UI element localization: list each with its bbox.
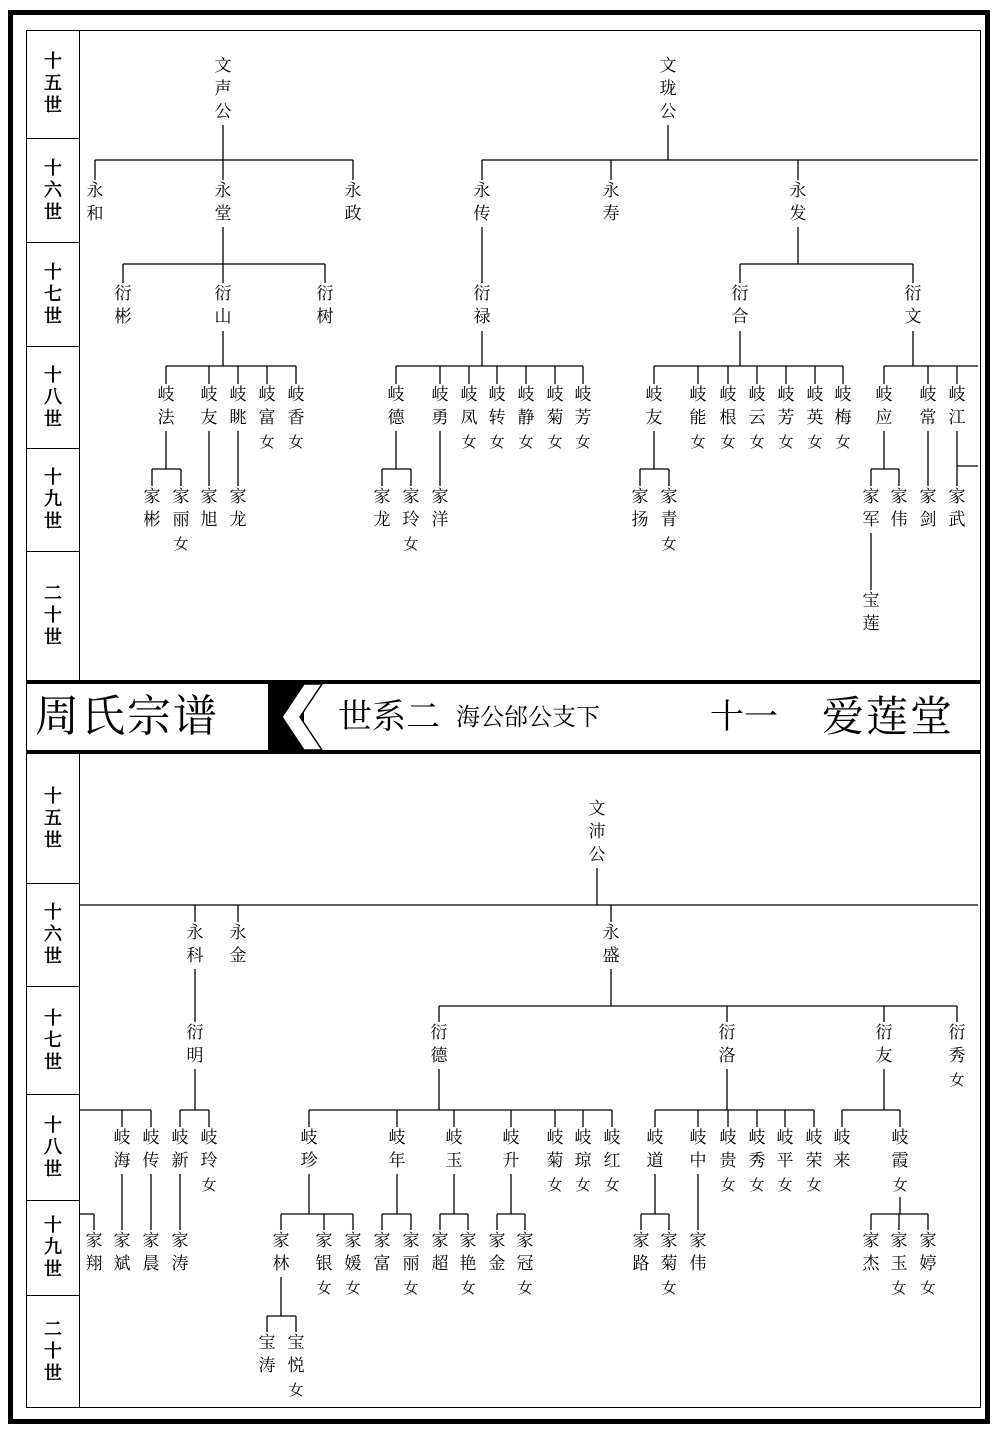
person-qxi: 岐 新 <box>171 1128 189 1171</box>
person-yc: 永 传 <box>473 181 491 224</box>
person-yxiu: 衍 秀 女 <box>948 1023 966 1089</box>
female-marker: 女 <box>201 1176 217 1194</box>
book-title: 周氏宗谱 <box>35 691 219 742</box>
person-jlo: 家 龙 <box>229 487 247 530</box>
person-qz: 岐 转 女 <box>488 385 506 451</box>
person-jl1: 家 丽 女 <box>172 487 190 553</box>
person-qx: 岐 香 女 <box>287 385 305 451</box>
person-yt: 永 堂 <box>214 181 232 224</box>
person-jfu: 家 富 <box>373 1231 391 1274</box>
person-qdao: 岐 道 <box>646 1128 664 1171</box>
female-marker: 女 <box>720 433 736 451</box>
person-jgu: 家 冠 女 <box>516 1231 534 1297</box>
person-wlg: 文 珑 公 <box>659 56 677 122</box>
generation-label-top: 十 七 世 <box>26 243 80 347</box>
female-marker: 女 <box>461 433 477 451</box>
person-qh: 岐 海 <box>113 1128 131 1171</box>
female-marker: 女 <box>749 433 765 451</box>
female-marker: 女 <box>604 1176 620 1194</box>
person-qro: 岐 荣 女 <box>805 1128 823 1194</box>
person-bl: 宝 莲 <box>862 591 880 634</box>
person-qfa2: 岐 芳 女 <box>777 385 795 451</box>
person-ylu: 衍 洛 <box>718 1023 736 1066</box>
person-jju: 家 菊 女 <box>660 1231 678 1297</box>
person-wpg: 文 沛 公 <box>588 799 606 865</box>
person-yz: 永 政 <box>344 181 362 224</box>
person-qc: 岐 常 <box>919 385 937 428</box>
female-marker: 女 <box>920 1279 936 1297</box>
female-marker: 女 <box>749 1176 765 1194</box>
person-qd: 岐 德 <box>387 385 405 428</box>
female-marker: 女 <box>891 1279 907 1297</box>
female-marker: 女 <box>806 1176 822 1194</box>
generation-label-bottom: 十 六 世 <box>26 884 80 987</box>
person-qjo: 岐 琼 女 <box>574 1128 592 1194</box>
female-marker: 女 <box>460 1279 476 1297</box>
person-qyu2: 岐 玉 <box>445 1128 463 1171</box>
person-qni: 岐 年 <box>388 1128 406 1171</box>
person-ym: 衍 明 <box>186 1023 204 1066</box>
person-ysho: 永 寿 <box>602 181 620 224</box>
female-marker: 女 <box>403 535 419 553</box>
generation-label-bottom: 十 九 世 <box>26 1201 80 1296</box>
person-jyu: 家 媛 女 <box>344 1231 362 1297</box>
person-jcha: 家 超 <box>431 1231 449 1274</box>
female-marker: 女 <box>316 1279 332 1297</box>
person-yl: 衍 禄 <box>473 284 491 327</box>
female-marker: 女 <box>575 433 591 451</box>
female-marker: 女 <box>547 1176 563 1194</box>
female-marker: 女 <box>720 1176 736 1194</box>
hall-name: 爱莲堂 <box>822 692 955 741</box>
person-qf: 岐 法 <box>157 385 175 428</box>
person-jy: 家 洋 <box>431 487 449 530</box>
person-qyi: 岐 英 女 <box>806 385 824 451</box>
person-jt: 家 涛 <box>171 1231 189 1274</box>
person-qho: 岐 红 女 <box>603 1128 621 1194</box>
person-jya: 家 扬 <box>631 487 649 530</box>
person-yj: 永 金 <box>229 923 247 966</box>
generation-label-bottom: 十 五 世 <box>26 754 80 884</box>
person-jlu: 家 路 <box>632 1231 650 1274</box>
female-marker: 女 <box>892 1176 908 1194</box>
person-yde: 衍 德 <box>430 1023 448 1066</box>
person-qfu: 岐 富 女 <box>258 385 276 451</box>
female-marker: 女 <box>949 1071 965 1089</box>
person-jya2: 家 艳 女 <box>459 1231 477 1297</box>
person-qla: 岐 来 <box>833 1128 851 1171</box>
person-qli: 岐 玲 女 <box>200 1128 218 1194</box>
person-jx: 家 旭 <box>200 487 218 530</box>
person-qzho: 岐 中 <box>689 1128 707 1171</box>
female-marker: 女 <box>288 433 304 451</box>
person-jwu: 家 武 <box>948 487 966 530</box>
generation-label-bottom: 十 七 世 <box>26 987 80 1095</box>
person-jxi: 家 翔 <box>85 1231 103 1274</box>
generation-label-top: 二 十 世 <box>44 583 62 648</box>
person-yb1: 衍 彬 <box>114 284 132 327</box>
person-qju: 岐 菊 女 <box>546 385 564 451</box>
generation-label-top: 十 八 世 <box>26 347 80 449</box>
person-qfa: 岐 芳 女 <box>574 385 592 451</box>
person-qfe: 岐 凤 女 <box>460 385 478 451</box>
female-marker: 女 <box>690 433 706 451</box>
person-by: 宝 悦 女 <box>287 1333 305 1399</box>
person-qzh: 岐 珍 <box>300 1128 318 1171</box>
female-marker: 女 <box>517 1279 533 1297</box>
person-jch: 家 晨 <box>142 1231 160 1274</box>
person-yhe: 衍 合 <box>731 284 749 327</box>
band-chevron <box>282 684 322 750</box>
female-marker: 女 <box>489 433 505 451</box>
person-jli3: 家 丽 女 <box>402 1231 420 1297</box>
person-yyou: 衍 友 <box>875 1023 893 1066</box>
female-marker: 女 <box>835 433 851 451</box>
female-marker: 女 <box>518 433 534 451</box>
female-marker: 女 <box>778 433 794 451</box>
person-qy1: 岐 友 <box>200 385 218 428</box>
person-bt: 宝 涛 <box>258 1333 276 1376</box>
person-jji3: 家 杰 <box>862 1231 880 1274</box>
person-yh: 永 和 <box>86 181 104 224</box>
generation-label-bottom: 十 八 世 <box>26 1095 80 1201</box>
female-marker: 女 <box>661 1279 677 1297</box>
person-qji: 岐 江 <box>948 385 966 428</box>
person-qy2: 岐 友 <box>645 385 663 428</box>
person-jyi: 家 银 女 <box>315 1231 333 1297</box>
generation-label-top: 十 九 世 <box>26 449 80 552</box>
branch-title: 海公邰公支下 <box>456 703 600 731</box>
female-marker: 女 <box>288 1381 304 1399</box>
person-jli: 家 玲 女 <box>402 487 420 553</box>
generation-label-top: 十 六 世 <box>26 139 80 243</box>
person-qsh: 岐 升 <box>502 1128 520 1171</box>
person-qm: 岐 梅 女 <box>834 385 852 451</box>
female-marker: 女 <box>575 1176 591 1194</box>
person-jji2: 家 金 <box>488 1231 506 1274</box>
person-qg: 岐 根 女 <box>719 385 737 451</box>
person-qch: 岐 传 <box>142 1128 160 1171</box>
person-jyu3: 家 玉 女 <box>890 1231 908 1297</box>
female-marker: 女 <box>547 433 563 451</box>
person-ys: 衍 山 <box>214 284 232 327</box>
person-jb: 家 彬 <box>143 487 161 530</box>
female-marker: 女 <box>807 433 823 451</box>
person-qyo: 岐 勇 <box>431 385 449 428</box>
person-qxia: 岐 霞 女 <box>891 1128 909 1194</box>
person-jbi: 家 斌 <box>113 1231 131 1274</box>
female-marker: 女 <box>173 535 189 553</box>
person-yw: 衍 文 <box>904 284 922 327</box>
person-jlo2: 家 龙 <box>373 487 391 530</box>
generation-label-bottom: 二 十 世 <box>44 1319 62 1384</box>
person-jji: 家 剑 <box>919 487 937 530</box>
female-marker: 女 <box>661 535 677 553</box>
person-qt: 岐 眺 <box>229 385 247 428</box>
person-wsg: 文 声 公 <box>214 56 232 122</box>
female-marker: 女 <box>403 1279 419 1297</box>
generation-label-top: 十 五 世 <box>26 30 80 139</box>
person-qxiu: 岐 秀 女 <box>748 1128 766 1194</box>
person-jj: 家 军 <box>862 487 880 530</box>
person-qyi2: 岐 应 <box>875 385 893 428</box>
female-marker: 女 <box>777 1176 793 1194</box>
page-number: 十一 <box>710 697 778 737</box>
person-jli2: 家 林 <box>272 1231 290 1274</box>
person-qgu: 岐 贵 女 <box>719 1128 737 1194</box>
person-qn: 岐 能 女 <box>689 385 707 451</box>
female-marker: 女 <box>345 1279 361 1297</box>
person-jwe2: 家 伟 <box>689 1231 707 1274</box>
person-qju2: 岐 菊 女 <box>546 1128 564 1194</box>
person-jq: 家 青 女 <box>660 487 678 553</box>
person-ysh: 衍 树 <box>316 284 334 327</box>
person-qyu: 岐 云 女 <box>748 385 766 451</box>
person-yk: 永 科 <box>186 923 204 966</box>
person-yf: 永 发 <box>789 181 807 224</box>
person-jti: 家 婷 女 <box>919 1231 937 1297</box>
person-jw: 家 伟 <box>890 487 908 530</box>
section-title: 世系二 <box>338 697 440 737</box>
person-qj: 岐 静 女 <box>517 385 535 451</box>
person-ysheng: 永 盛 <box>602 923 620 966</box>
female-marker: 女 <box>259 433 275 451</box>
person-qpi: 岐 平 女 <box>776 1128 794 1194</box>
